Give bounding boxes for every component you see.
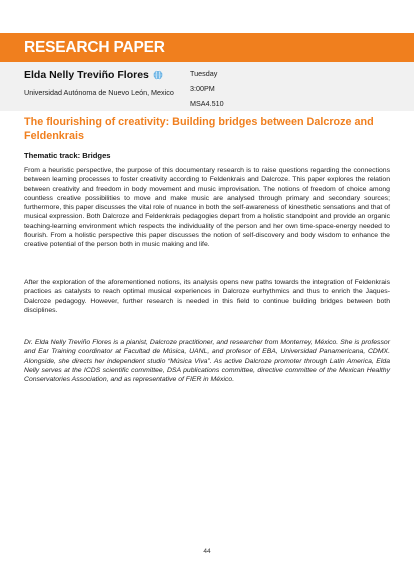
abstract-paragraph-2: After the exploration of the aforementioned notions, its analysis opens new paths towards the integration of Feldenkrais practices as catalysts to reach optimal musical experiences in Dalcroze eurhythmics and thus to enrich the Jaques-Dalcroze pedagogy. However, further research is needed in this field to continue building bridges between both disciplines. <box>24 279 390 314</box>
author-info-bar <box>0 62 414 111</box>
abstract-paragraph-1: From a heuristic perspective, the purpose of this documentary research is to raise questions regarding the connections between learning processes to foster creativity according to Feldenkrais and Dalcroze. This paper explores the relation between creativity and freedom in body movement and music improvisation. The notions of freedom of choice among countless creative possibilities to move and make music are analysed through primary and secondary sources; furthermore, this paper discusses the vital role of nuance in both the self-awareness of kinesthetic sensations and that of musical expression. Both Dalcroze and Feldenkrais pedagogies depart from a holistic standpoint and provide an organic teaching-learning environment which respects the individuality of the person and her own time-space-energy needed to flourish. From a holistic perspective this paper discusses the notion of self-discovery and body wisdom to enhance the creative potential of the person both in music making and life. <box>24 167 390 249</box>
author-affiliation: Universidad Autónoma de Nuevo León, Mexico <box>24 88 174 97</box>
author-name: Elda Nelly Treviño Flores <box>24 69 149 81</box>
section-title: RESEARCH PAPER <box>24 39 165 56</box>
section-banner <box>0 33 414 62</box>
schedule-room: MSA4.510 <box>190 99 224 108</box>
page-number: 44 <box>203 548 211 555</box>
globe-icon[interactable] <box>153 70 163 80</box>
schedule-day: Tuesday <box>190 69 218 78</box>
thematic-track: Thematic track: Bridges <box>24 151 111 160</box>
schedule-time: 3:00PM <box>190 84 215 93</box>
author-bio: Dr. Elda Nelly Treviño Flores is a pianist, Dalcroze practitioner, and researcher from Monterrey, México. She is professor and Ear Training coordinator at Facultad de Música, UANL, and profesor of EBA, Universidad Panamericana, CDMX. Alongside, she directs her independent studio “Música Viva”. As active Dalcroze promoter through Latin America, Elda Nelly serves at the ICDS scientific committee, DSA publications committee, directive committee of the Mexican Healthy Conservatories Association, and as representative of FIER in México. <box>24 339 390 384</box>
paper-title: The flourishing of creativity: Building bridges between Dalcroze and Feldenkrais <box>24 116 374 142</box>
author-name-row <box>24 69 163 81</box>
